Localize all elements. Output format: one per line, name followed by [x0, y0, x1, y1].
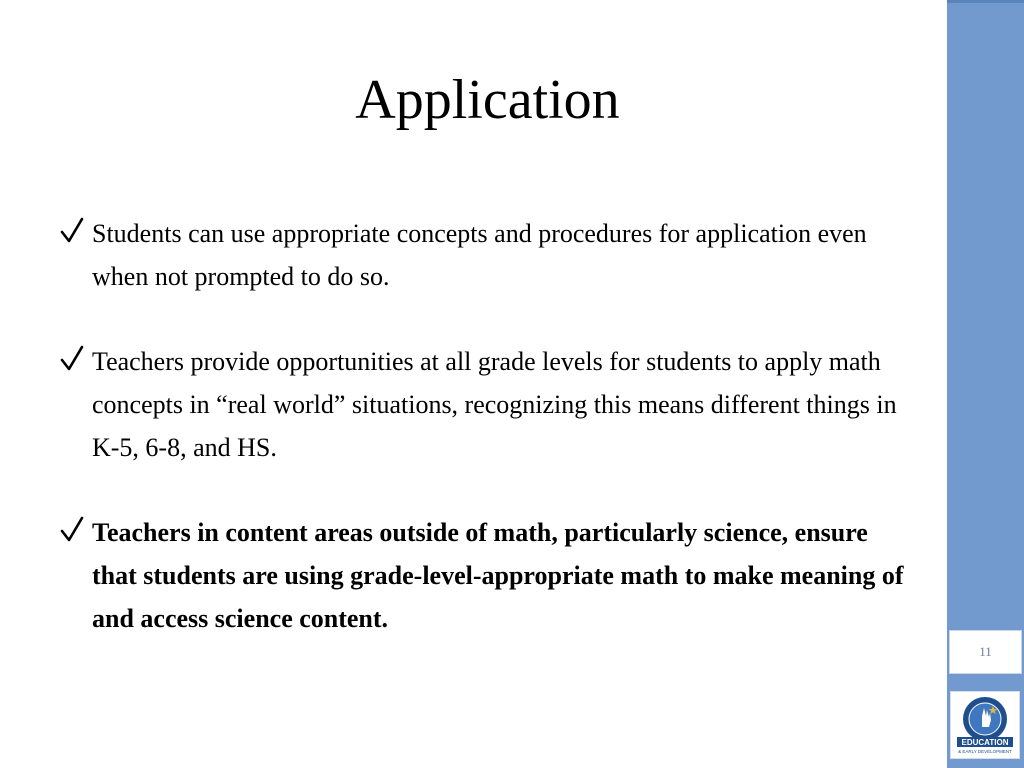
page-number-text: 11 — [979, 644, 992, 659]
page-number — [949, 630, 1022, 674]
bullet-item — [60, 340, 910, 469]
slide-title: Application — [355, 69, 620, 131]
bullet-list — [60, 212, 910, 682]
sidebar-top-line — [947, 0, 1024, 3]
logo-text-education: EDUCATION — [961, 738, 1009, 747]
checkmark-icon — [60, 345, 84, 373]
education-department-seal-icon — [953, 694, 1017, 756]
bullet-text: Teachers provide opportunities at all grade levels for students to apply math concepts in “real world” situations, recognizing this means different things in K-5, 6-8, and HS. — [92, 347, 897, 462]
bullet-text: Teachers in content areas outside of math, particularly science, ensure that students are using grade-level-appropriate math to make meaning of and access science content. — [92, 518, 904, 633]
bullet-text: Students can use appropriate concepts and procedures for application even when not prompted to do so. — [92, 219, 867, 291]
checkmark-icon — [60, 516, 84, 544]
bullet-item — [60, 511, 910, 640]
education-logo — [950, 691, 1020, 759]
logo-text-early-development: & EARLY DEVELOPMENT — [958, 749, 1012, 754]
checkmark-icon — [60, 217, 84, 245]
bullet-item — [60, 212, 910, 298]
